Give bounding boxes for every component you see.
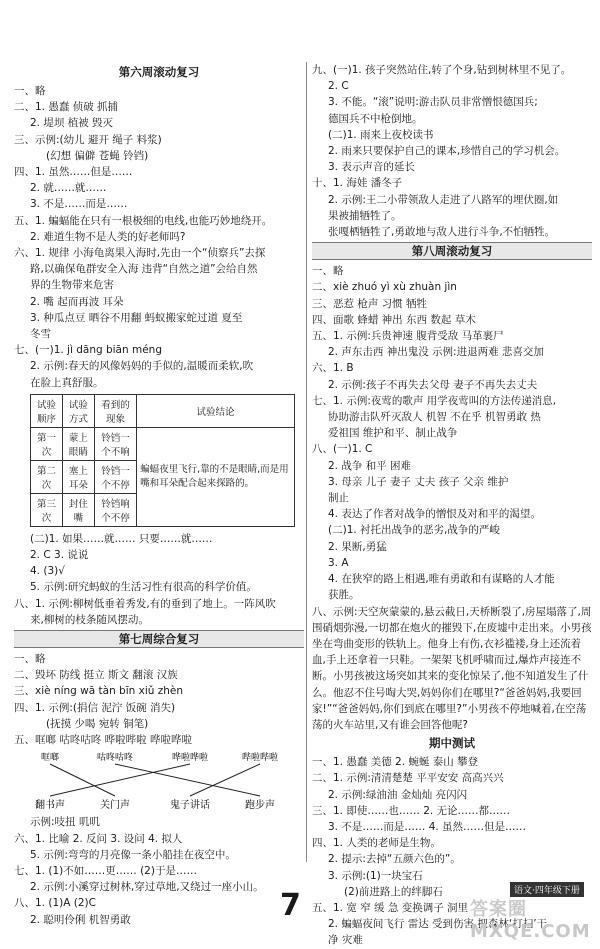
page-number: 7 bbox=[280, 888, 301, 923]
match-bottom-label: 关门声 bbox=[100, 800, 130, 812]
answer-line: 三、xiè níng wā tàn bīn xiǔ zhèn bbox=[14, 685, 184, 698]
answer-line: 协助游击队歼灭敌人 机智 不在乎 机智勇敢 热 bbox=[328, 411, 541, 424]
answer-line: 八、1. 示例:柳树低垂着秀发,有的垂到了地上。一阵风吹 bbox=[14, 597, 276, 610]
watermark-logo: 答案圈 MXQE.COM bbox=[470, 899, 591, 942]
answer-line: 二、毁坏 防线 挺立 斯文 翻滚 汉族 bbox=[14, 669, 178, 682]
answer-line: 八、1. (1)A (2)C bbox=[14, 897, 96, 910]
answer-line: 2. 声东击西 神出鬼没 示例:进退两难 悲喜交加 bbox=[328, 346, 544, 359]
answer-line: 六、1. B bbox=[312, 362, 354, 375]
answer-line: (幻想 偏僻 苍蝇 铃铛) bbox=[46, 149, 149, 162]
answer-line: 2. 果断,勇猛 bbox=[328, 540, 387, 553]
table-cell: 铃铛一个不响 bbox=[94, 427, 136, 460]
answer-line: 3. 母亲 儿子 妻子 丈夫 孩子 父亲 维护 bbox=[328, 475, 509, 488]
book-tag: 语文·四年级下册 bbox=[510, 882, 584, 897]
answer-line: 3. 不能。“滚”说明:游击队员非常憎恨德国兵; bbox=[328, 96, 538, 109]
answer-line: (二)1. 如果……就…… 只要……就…… bbox=[30, 532, 213, 545]
answer-line: 2. 示例:小溪穿过树林,穿过草地,又绕过一座小山。 bbox=[30, 881, 264, 894]
story-paragraph: 八、示例:天空灰蒙蒙的,悬云截日,天桥断裂了,房屋塌落了,周围硝烟弥漫,一切都在炮火的摧毁下,在废墟中走出来。小男孩坐在弯曲变形的铁轨上。他身上有伤,衣衫褴褛,身上还流着血,手上还拿着一只鞋。一架架飞机呼啸而过,爆炸声接连不断。小男孩被这场突如其来的变化惊呆了,他不知道发生了什么。他忍不住号啕大哭,妈妈你们在哪里?“爸爸妈妈,我要回家!”“爸爸妈妈,你们到底在哪里?”小男孩不停地喊着,在空荡荡的火车站里,又有谁会回答他呢? bbox=[312, 605, 592, 731]
right-column bbox=[312, 62, 592, 949]
answer-line: 四、1. 示例:(捐信 泥泞 饭碗 消失) bbox=[14, 701, 176, 714]
answer-line: 2. 示例:春天的风像妈妈的手似的,温暖而柔软,吹 bbox=[30, 360, 254, 373]
answer-line: 4. 表达了作者对战争的憎恨及对和平的渴望。 bbox=[328, 508, 541, 521]
answer-line: 八、(一)1. C bbox=[312, 443, 373, 456]
answer-line: 4. 在狭窄的路上相遇,唯有勇敢和有谋略的人才能 bbox=[328, 573, 555, 586]
answer-line: 3. 示例:(1)一块宝石 bbox=[328, 869, 423, 882]
answer-line: 五、1. 示例:兵贵神速 腹背受敌 马革裹尸 bbox=[312, 330, 504, 343]
answer-line: 一、1. 愚蠢 美德 2. 蜿蜒 泰山 攀登 bbox=[312, 756, 479, 769]
answer-line: 在脸上真舒服。 bbox=[30, 376, 104, 389]
answer-line: 德国兵不中枪倒地。 bbox=[328, 112, 423, 125]
week8-title: 第八周滚动复习 bbox=[312, 242, 592, 260]
answer-line: 5. 示例:弯弯的月亮像一条小船挂在夜空中。 bbox=[30, 848, 236, 861]
table-cell: 封住嘴 bbox=[62, 493, 94, 526]
table-cell: 第二次 bbox=[31, 460, 63, 493]
answer-line: 2. C bbox=[328, 80, 349, 93]
answer-line: 3. 不是……而是…… 4. 虽然……但是…… bbox=[328, 820, 527, 833]
answer-line: 获胜。 bbox=[328, 589, 360, 602]
answer-line: (二)1. 雨来上夜校读书 bbox=[328, 128, 434, 141]
match-bottom-label: 跑步声 bbox=[245, 800, 275, 812]
answer-line: (抚摸 少喝 宛转 铜笔) bbox=[46, 717, 149, 730]
answer-line: 四、1. 虽然……但是…… bbox=[14, 166, 133, 179]
answer-line: 2. 堤坝 植被 毁灭 bbox=[30, 117, 114, 130]
match-bottom-label: 鬼子讲话 bbox=[170, 800, 210, 812]
answer-line: 一、略 bbox=[312, 265, 344, 278]
answer-line: 四、面歌 蜂蜡 神出 东西 数起 草木 bbox=[312, 313, 476, 326]
match-top-label: 哗啦哗啦 bbox=[171, 753, 209, 764]
week6-after-lines bbox=[14, 531, 304, 628]
answer-line: 六、1. 比喻 2. 反问 3. 设问 4. 拟人 bbox=[14, 832, 183, 845]
answer-line: 五、1. 蝙蝠能在只有一根极细的电线,也能巧妙地绕开。 bbox=[14, 214, 273, 227]
week7-after-lines bbox=[14, 814, 304, 927]
answer-line: 一、略 bbox=[14, 85, 46, 97]
answer-line: 三、1. 即使……也…… 2. 无论……都…… bbox=[312, 804, 511, 817]
answer-line: 3. 种瓜点豆 晒谷不用翻 蚂蚁搬家蛇过道 夏至 bbox=[30, 311, 243, 324]
week6-title: 第六周滚动复习 bbox=[118, 65, 200, 79]
answer-line: 2. 蝙蝠夜间飞行 雷达 受到伤害 把森林‘打扫’干 bbox=[328, 918, 548, 931]
week7-lines bbox=[14, 651, 304, 748]
week8-lines bbox=[312, 263, 592, 603]
table-cell: 第一次 bbox=[31, 427, 63, 460]
match-top-label: 哔啦哔啦 bbox=[241, 753, 279, 764]
answer-line: 界的生物带来危害 bbox=[30, 279, 114, 292]
answer-line: 2. 提示:去掉“五颜六色的”。 bbox=[328, 853, 461, 866]
matching-lines-diagram bbox=[30, 750, 300, 812]
answer-line: 来,柳树的枝条随风摆动。 bbox=[30, 613, 149, 626]
match-top-label: 咕咚咕咚 bbox=[96, 753, 134, 764]
answer-line: 张嘎栖牺牲了,勇敢地与敌人进行斗争,不怕牺牲。 bbox=[328, 226, 556, 239]
answer-line: 2. 示例:绿油油 金灿灿 亮闪闪 bbox=[328, 788, 468, 801]
answer-line: 2. 雨来只要保护自己的课本,珍惜自己的学习机会。 bbox=[328, 145, 566, 158]
table-header: 看到的现象 bbox=[94, 394, 136, 427]
answer-line: 九、(一)1. 孩子突然站住,转了个身,钻到树林里不见了。 bbox=[312, 64, 572, 76]
match-line bbox=[50, 764, 190, 796]
table-cell: 铃铛响个不停 bbox=[94, 493, 136, 526]
table-header: 试验方式 bbox=[62, 394, 94, 427]
answer-line: 四、1. 人类的老师是生物。 bbox=[312, 837, 441, 850]
column-divider bbox=[306, 62, 307, 862]
answer-line: 二、1. 示例:清清楚楚 平平安安 高高兴兴 bbox=[312, 772, 504, 785]
answer-line: 2. C 3. 说说 bbox=[30, 549, 89, 562]
answer-line: (2)前进路上的绊脚石 bbox=[344, 885, 443, 898]
left-column bbox=[14, 62, 304, 928]
answer-line: 二、1. 愚蠢 侦破 抓捕 bbox=[14, 101, 119, 114]
answer-line: 制止 bbox=[328, 492, 349, 505]
week6-lines bbox=[14, 83, 304, 391]
table-conclusion: 蝙蝠夜里飞行,靠的不是眼睛,而是用嘴和耳朵配合起来探路的。 bbox=[137, 427, 295, 526]
table-cell: 塞上耳朵 bbox=[62, 460, 94, 493]
answer-line: 七、(一)1. jì dāng biān méng bbox=[14, 344, 162, 357]
answer-line: 2. 示例:孩子不再失去父母 妻子不再失去丈夫 bbox=[328, 378, 538, 391]
answer-line: 3. 表示声音的延长 bbox=[328, 161, 415, 174]
answer-line: 5. 示例:研究蚂蚁的生活习性有很高的科学价值。 bbox=[30, 581, 257, 594]
answer-line: 十、1. 海娃 潘冬子 bbox=[312, 177, 403, 190]
answer-line: 七、1. 示例:夜莺的歌声 用学夜莺叫的方法传递消息, bbox=[312, 394, 557, 407]
answer-line: 2. 战争 和平 困难 bbox=[328, 459, 412, 472]
table-header: 试验顺序 bbox=[31, 394, 63, 427]
answer-line: 三、示例:(幼儿 避开 绳子 料浆) bbox=[14, 133, 162, 146]
answer-line: 净 灾难 bbox=[328, 934, 363, 947]
answer-line: 六、1. 规律 小海龟离果入海时,先由一个“侦察兵”去探 bbox=[14, 247, 266, 260]
match-line bbox=[190, 764, 260, 796]
table-row bbox=[31, 427, 295, 460]
answer-line: 果被捕牺牲了。 bbox=[328, 209, 402, 222]
answer-line: 冬雪 bbox=[30, 328, 51, 341]
week7-title: 第七周综合复习 bbox=[14, 630, 304, 648]
answer-line: 2. 示例:王二小带领敌人走进了八路军的埋伏圈,如 bbox=[328, 193, 559, 206]
answer-line: (二)1. 衬托出战争的恶劣,战争的严峻 bbox=[328, 524, 500, 537]
table-header: 试验结论 bbox=[137, 394, 295, 427]
answer-line: 3. 不是……而是…… bbox=[30, 198, 128, 211]
answer-line: 示例:吱扭 叽叽 bbox=[30, 816, 100, 829]
table-header-row bbox=[31, 394, 295, 427]
answer-line: 五、1. 宽 窄 缓 急 变换调子 洞里 bbox=[312, 901, 469, 914]
answer-line: 二、xiè zhuó yì xù zhuàn jìn bbox=[312, 281, 457, 294]
match-line bbox=[115, 764, 260, 796]
answer-line: 2. 聪明伶俐 机智勇敢 bbox=[30, 913, 131, 926]
table-cell: 蒙上眼睛 bbox=[62, 427, 94, 460]
answer-line: 2. 难道生物不是人类的好老师吗? bbox=[30, 230, 186, 243]
answer-line: 3. A bbox=[328, 556, 349, 569]
midterm-title: 期中测试 bbox=[429, 736, 475, 751]
answer-line: 2. 嘴 起而再波 耳朵 bbox=[30, 295, 124, 308]
answer-line: 七、1. (1)不如……更…… (2)于是…… bbox=[14, 864, 197, 877]
answer-line: 五、哐啷 咕咚咕咚 哗啦哔啦 哗啦哗啦 bbox=[14, 734, 193, 747]
match-bottom-label: 翻书声 bbox=[35, 800, 65, 812]
answer-line: 4. (3)√ bbox=[30, 565, 65, 578]
experiment-table bbox=[30, 394, 295, 527]
match-top-label: 哐啷 bbox=[40, 753, 60, 764]
table-cell: 铃铛一个不停 bbox=[94, 460, 136, 493]
answer-line: 一、略 bbox=[14, 653, 46, 666]
answer-line: 爱祖国 维护和平、制止战争 bbox=[328, 427, 458, 440]
right-top-lines bbox=[312, 62, 592, 240]
match-line bbox=[50, 764, 115, 796]
table-cell: 第三次 bbox=[31, 493, 63, 526]
answer-line: 路,以确保龟群安全入海 违背“自然之道”会给自然 bbox=[30, 263, 258, 276]
answer-line: 三、恶惹 枪声 习惯 牺牲 bbox=[312, 297, 428, 310]
answer-line: 2. 就……就…… bbox=[30, 182, 107, 195]
